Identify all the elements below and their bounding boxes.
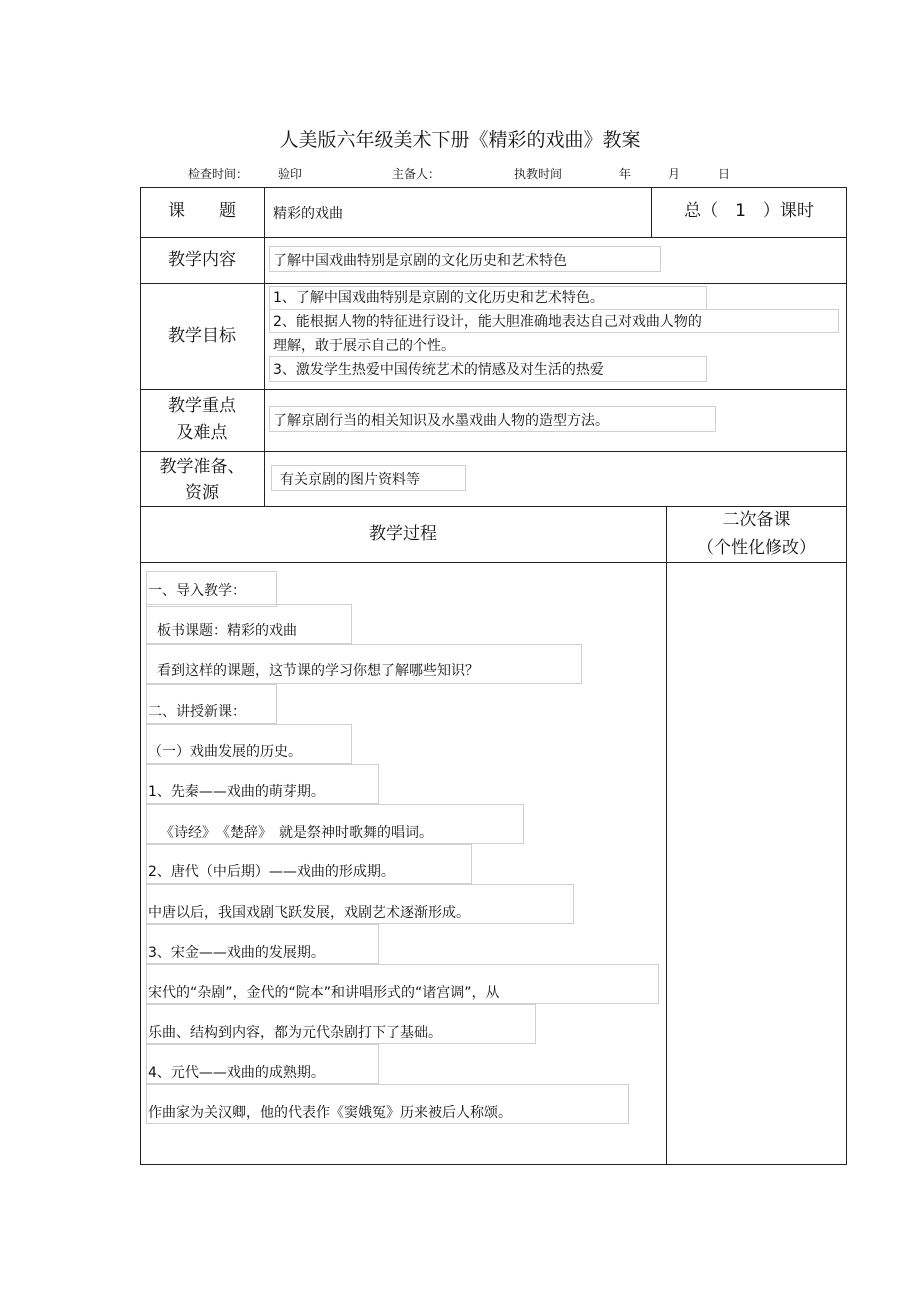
- process-line: 乐曲、结构到内容，都为元代杂剧打下了基础。: [148, 1025, 442, 1041]
- stamp-label: 验印: [278, 167, 303, 181]
- key-value: 了解京剧行当的相关知识及水墨戏曲人物的造型方法。: [273, 413, 609, 429]
- process-line: 看到这样的课题，这节课的学习你想了解哪些知识？: [157, 663, 479, 679]
- content-label: 教学内容: [168, 250, 236, 270]
- goal-item: 2、能根据人物的特征进行设计，能大胆准确地表达自己对戏曲人物的: [273, 314, 702, 330]
- period-count: 总（ 1 ）课时: [684, 201, 814, 221]
- check-time-label: 检查时间：: [188, 167, 249, 181]
- key-label-line2: 及难点: [176, 423, 228, 443]
- prep-label-line1: 教学准备、: [159, 457, 245, 477]
- goal-item: 理解，敢于展示自己的个性。: [273, 338, 455, 354]
- process-line: 2、唐代（中后期）——戏曲的形成期。: [148, 864, 395, 880]
- topic-value: 精彩的戏曲: [273, 206, 343, 222]
- prep-label-line2: 资源: [185, 483, 219, 503]
- process-line: 作曲家为关汉卿，他的代表作《窦娥冤》历来被后人称颂。: [148, 1105, 512, 1121]
- month-label: 月: [668, 167, 681, 181]
- process-line: 1、先秦——戏曲的萌芽期。: [148, 784, 325, 800]
- content-value: 了解中国戏曲特别是京剧的文化历史和艺术特色: [273, 253, 567, 269]
- process-line: 4、元代——戏曲的成熟期。: [148, 1065, 325, 1081]
- teach-time-label: 执教时间: [514, 167, 563, 181]
- process-line: 二、讲授新课：: [148, 704, 246, 720]
- process-line: （一）戏曲发展的历史。: [148, 744, 302, 760]
- process-line: 3、宋金——戏曲的发展期。: [148, 945, 325, 961]
- key-label-line1: 教学重点: [168, 396, 236, 416]
- goals-label: 教学目标: [168, 326, 236, 346]
- side-header-line2: （个性化修改）: [697, 538, 816, 558]
- document-title: 人美版六年级美术下册《精彩的戏曲》教案: [279, 129, 641, 151]
- process-line: 板书课题：精彩的戏曲: [157, 623, 297, 639]
- process-line: 中唐以后，我国戏剧飞跃发展，戏剧艺术逐渐形成。: [148, 905, 470, 921]
- preparer-label: 主备人：: [392, 167, 441, 181]
- process-line: 一、导入教学：: [148, 583, 246, 599]
- day-label: 日: [718, 167, 731, 181]
- year-label: 年: [619, 167, 632, 181]
- topic-label: 课 题: [168, 201, 236, 221]
- process-header: 教学过程: [369, 524, 437, 544]
- side-header-line1: 二次备课: [722, 510, 791, 530]
- goal-item: 1、了解中国戏曲特别是京剧的文化历史和艺术特色。: [273, 290, 604, 306]
- goal-item: 3、激发学生热爱中国传统艺术的情感及对生活的热爱: [273, 362, 604, 378]
- process-line: 宋代的“杂剧”，金代的“院本”和讲唱形式的“诸宫调”，从: [148, 985, 500, 1001]
- prep-value: 有关京剧的图片资料等: [280, 472, 420, 488]
- process-line: 《诗经》 《楚辞》 就是祭神时歌舞的唱词。: [160, 825, 433, 841]
